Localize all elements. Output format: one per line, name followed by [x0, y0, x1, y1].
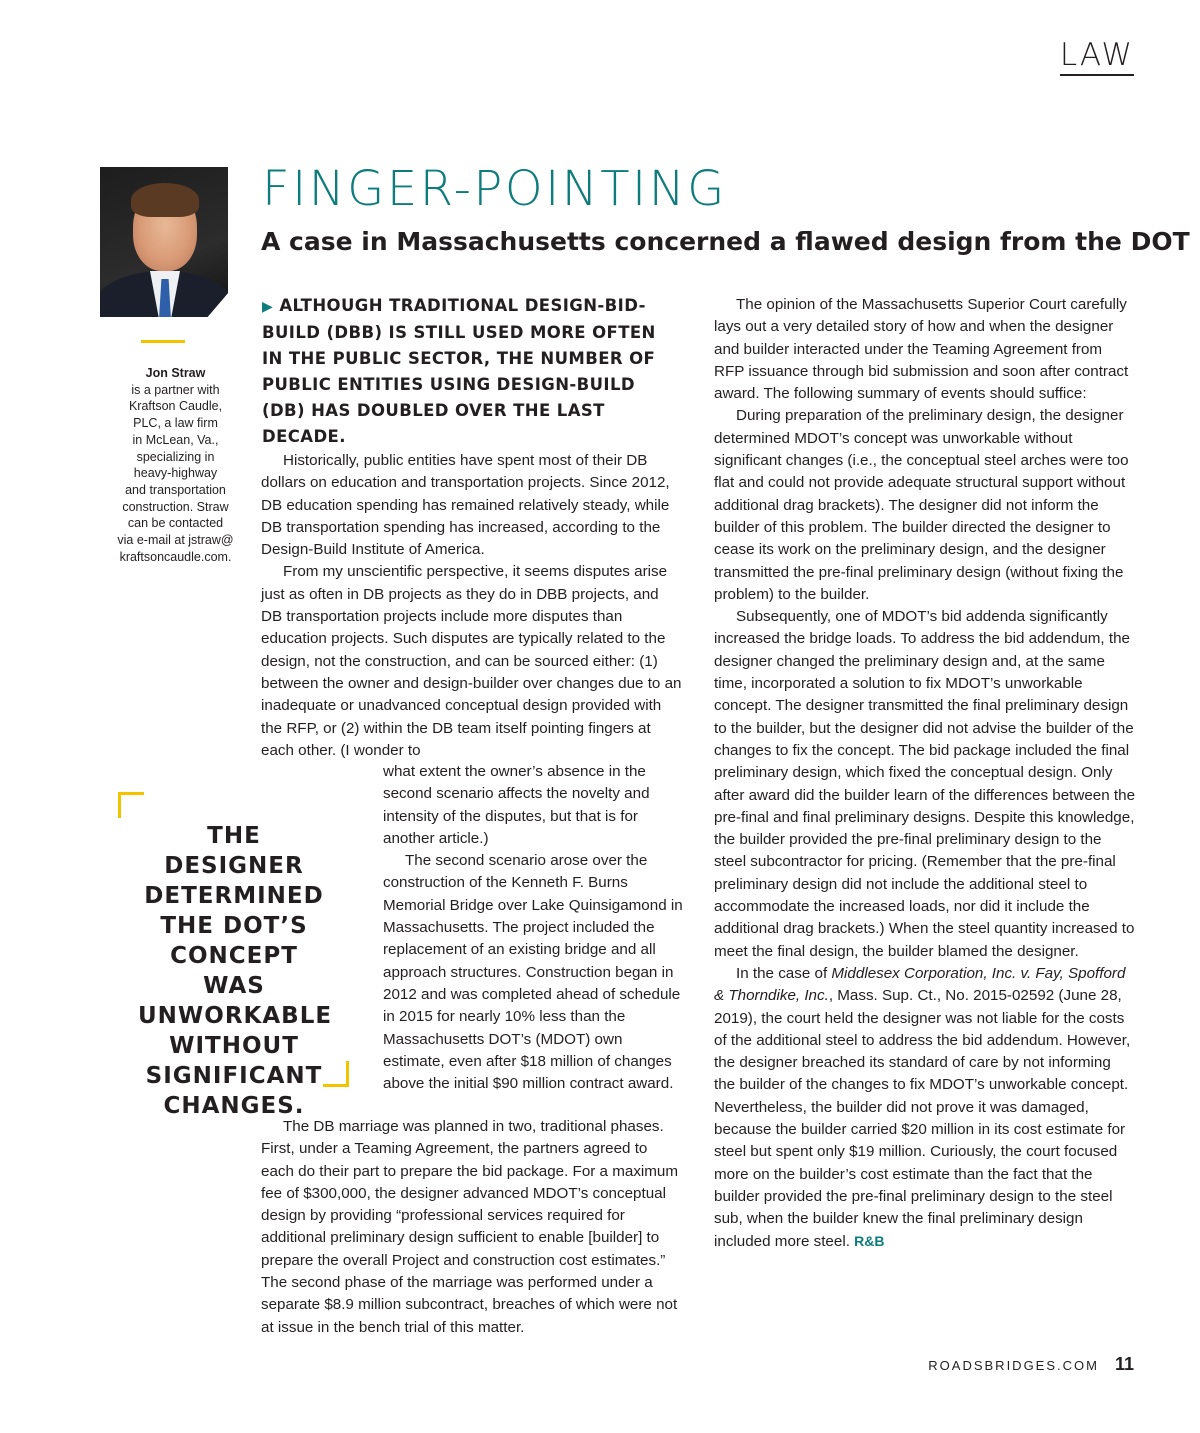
bio-line: via e-mail at jstraw@: [117, 533, 234, 548]
body-paragraph: what extent the owner’s absence in the second scenario affects the novelty and intensity of the disputes, but that is for another article.): [383, 763, 650, 847]
author-divider: [141, 340, 185, 343]
body-paragraph: The opinion of the Massachusetts Superior Court carefully lays out a very detailed story of how and when the designer and builder interacted under the Teaming Agreement from RFP issuance through bid submission and soon after contract award. The following summary of events should suffice:: [714, 296, 1129, 403]
footer-site: ROADSBRIDGES.COM: [928, 1358, 1099, 1373]
left-column-middle: [383, 761, 683, 1095]
left-column-top: [261, 450, 683, 762]
bio-line: PLC, a law firm: [133, 416, 218, 431]
section-label: LAW: [1060, 38, 1134, 76]
right-column: [714, 294, 1136, 1254]
bio-line: in McLean, Va.,: [132, 432, 219, 447]
corner-bracket-icon: [118, 792, 144, 818]
bio-line: is a partner with: [131, 382, 220, 397]
body-paragraph: The DB marriage was planned in two, traditional phases. First, under a Teaming Agreement, the partners agreed to each do their part to prepare the bid package. For a maximum fee of $300,000, the designer advanced MDOT’s conceptual design by providing “professional services required for additional preliminary design sufficient to enable [builder] to prepare the overall Project and construction cost estimates.” The second phase of the marriage was performed under a separate $8.9 million subcontract, breaches of which were not at issue in the bench trial of this matter.: [261, 1118, 679, 1336]
bio-line: can be contacted: [127, 516, 224, 531]
body-paragraph: Historically, public entities have spent most of their DB dollars on education and transportation projects. Since 2012, DB education spending has remained relatively steady, while DB transportation spending has increased, according to the Design-Build Institute of America.: [261, 452, 670, 559]
author-name: Jon Straw: [145, 366, 206, 380]
end-mark: R&B: [854, 1233, 885, 1250]
triangle-arrow-icon: ▶: [262, 299, 274, 315]
body-paragraph: From my unscientific perspective, it seems disputes arise just as often in DB projects as they do in DBB projects, and DB transportation projects include more disputes than education projects. Such disputes are typically related to the design, not the construction, and can be sourced either: (1) between the owner and design-builder over changes due to an inadequate or unadvanced conceptual design provided with the RFP, or (2) within the DB team itself pointing fingers at each other. (I wonder to: [261, 563, 682, 759]
author-photo: [100, 167, 228, 317]
bio-line: specializing in: [136, 449, 215, 464]
bio-line: and transportation: [125, 482, 226, 497]
body-paragraph: During preparation of the preliminary design, the designer determined MDOT’s concept was unworkable without significant changes (i.e., the conceptual steel arches were too flat and could not provide adequate structural support without additional drag brackets). The designer did not inform the builder of this problem. The builder directed the designer to cease its work on the preliminary design, and the designer transmitted the pre-final preliminary design (without fixing the problem) to the builder.: [714, 407, 1129, 603]
article-subtitle: A case in Massachusetts concerned a flawed design from the DOT: [261, 227, 1190, 256]
case-text: , Mass. Sup. Ct., No. 2015-02592 (June 28, 2019), the court held the designer was not liable for the costs of the additional steel to address the bid addendum. However, the designer breached its standard of care by not informing the builder of the changes to fix MDOT’s unworkable concept. Nevertheless, the builder did not prove it was damaged, because the builder carried $20 million in its cost estimate for steel but spent only $19 million. Curiously, the court focused more on the builder’s cost estimate than the fact that the builder provided the pre-final preliminary design to the steel sub, when the builder knew the final preliminary design included more steel.: [714, 987, 1131, 1251]
case-intro: In the case of: [736, 964, 832, 982]
bio-line: heavy-highway: [133, 466, 218, 481]
article-title: FINGER-POINTING: [262, 161, 727, 217]
page-footer: [928, 1354, 1134, 1375]
lede-text: ALTHOUGH TRADITIONAL DESIGN-BID-BUILD (DBB) IS STILL USED MORE OFTEN IN THE PUBLIC SECTOR, THE NUMBER OF PUBLIC ENTITIES USING DESIGN-BUILD (DB) HAS DOUBLED OVER THE LAST DECADE.: [262, 296, 656, 446]
corner-bracket-icon: [323, 1061, 349, 1087]
bio-line: construction. Straw: [122, 499, 229, 514]
case-name: Middlesex Corporation, Inc. v. Fay, Spofford & Thorndike, Inc.: [714, 964, 1126, 1005]
body-paragraph: Subsequently, one of MDOT’s bid addenda significantly increased the bridge loads. To address the bid addendum, the designer changed the preliminary design and, at the same time, incorporated a solution to fix MDOT’s unworkable concept. The designer transmitted the final preliminary design to the builder, but the designer did not advise the builder of the changes to fix the concept. The bid package included the final preliminary design, which fixed the conceptual design. Only after award did the builder learn of the differences between the pre-final and final preliminary designs. Despite this knowledge, the builder provided the pre-final preliminary design to the steel subcontractor for pricing. (Remember that the pre-final preliminary design did not include the additional steel to accommodate the increased loads, nor did it include the additional drag brackets.) When the steel quantity increased to meet the final design, the builder blamed the designer.: [714, 608, 1136, 960]
body-paragraph: The second scenario arose over the construction of the Kenneth F. Burns Memorial Bridge over Lake Quinsigamond in Massachusetts. The project included the replacement of an existing bridge and all approach structures. Construction began in 2012 and was completed ahead of schedule in 2015 for nearly 10% less than the Massachusetts DOT’s (MDOT) own estimate, even after $18 million of changes above the initial $90 million contract award.: [383, 852, 683, 1093]
bio-line: Kraftson Caudle,: [128, 399, 223, 414]
page-number: 11: [1114, 1354, 1134, 1374]
pull-quote: THE DESIGNER DETERMINED THE DOT’S CONCEPT WAS UNWORKABLE WITHOUT SIGNIFICANT CHANGES.: [138, 823, 333, 1119]
bio-line: kraftsoncaudle.com.: [119, 549, 232, 564]
author-bio: [98, 365, 253, 565]
body-paragraph: [714, 963, 1136, 1254]
left-column-bottom: [261, 1116, 683, 1339]
lede: [262, 293, 682, 450]
